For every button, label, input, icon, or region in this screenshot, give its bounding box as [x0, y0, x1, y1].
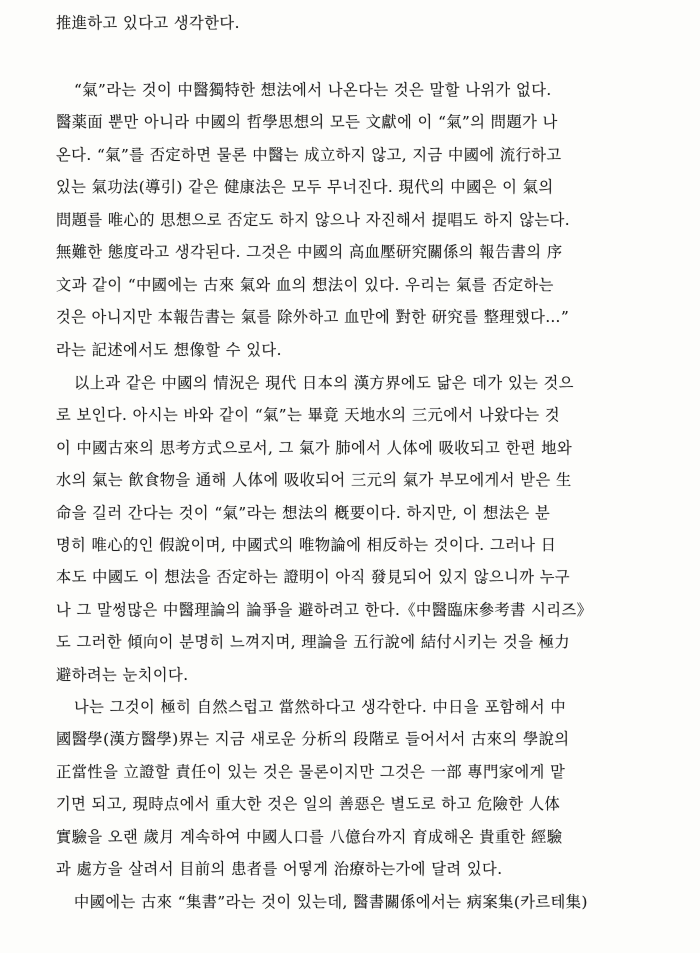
text-line: 이 中國古來의 思考方式으로서, 그 氣가 肺에서 人体에 吸收되고 한편 地와 — [56, 439, 573, 457]
text-line: 나 그 말썽많은 中醫理論의 論爭을 避하려고 한다.《中醫臨床參考書 시리즈》 — [56, 601, 593, 619]
text-line: 無難한 態度라고 생각된다. 그것은 中國의 高血壓研究關係의 報告書의 序 — [56, 243, 563, 261]
text-line: 것은 아니지만 本報告書는 氣를 除外하고 血만에 對한 研究를 整理했다…” — [56, 308, 570, 326]
text-line: 避하려는 눈치이다. — [56, 666, 189, 684]
text-line: 있는 氣功法(導引) 같은 健康法은 모두 무너진다. 現代의 中國은 이 氣의 — [56, 178, 554, 196]
text-line: 水의 氣는 飮食物을 通해 人体에 吸收되어 三元의 氣가 부모에게서 받은 生 — [56, 471, 572, 489]
text-line: 나는 그것이 極히 自然스럽고 當然하다고 생각한다. 中日을 포함해서 中 — [74, 698, 567, 716]
text-line: 國醫學(漢方醫學)界는 지금 새로운 分析의 段階로 들어서서 古來의 學說의 — [56, 730, 570, 748]
text-line: 實驗을 오랜 歲月 계속하여 中國人口를 八億台까지 育成해온 貴重한 經驗 — [56, 828, 563, 846]
text-line: 기면 되고, 現時点에서 重大한 것은 일의 善惡은 별도로 하고 危險한 人体 — [56, 795, 561, 813]
text-line: 명히 唯心的인 假說이며, 中國式의 唯物論에 相反하는 것이다. 그러나 日 — [56, 536, 557, 554]
text-line: 온다. “氣”를 否定하면 물론 中醫는 成立하지 않고, 지금 中國에 流行하고 — [56, 146, 562, 164]
text-line: 로 보인다. 아시는 바와 같이 “氣”는 畢竟 天地水의 三元에서 나왔다는 것 — [56, 406, 561, 424]
text-line: 問題를 唯心的 思想으로 否定도 하지 않으나 자진해서 提唱도 하지 않는다. — [56, 211, 571, 229]
text-line: 推進하고 있다고 생각한다. — [56, 14, 240, 32]
text-line: 라는 記述에서도 想像할 수 있다. — [56, 341, 282, 359]
text-line: 正當性을 立證할 責任이 있는 것은 물론이지만 그것은 一部 專門家에게 맡 — [56, 763, 566, 781]
text-line: “氣”라는 것이 中醫獨特한 想法에서 나온다는 것은 말할 나위가 없다. — [74, 81, 552, 99]
text-line: 文과 같이 “中國에는 古來 氣와 血의 想法이 있다. 우리는 氣를 否定하는 — [56, 276, 554, 294]
text-line: 以上과 같은 中國의 情況은 現代 日本의 漢方界에도 닮은 데가 있는 것으 — [74, 374, 574, 392]
text-line: 醫薬面 뿐만 아니라 中國의 哲學思想의 모든 文獻에 이 “氣”의 問題가 나 — [56, 113, 558, 131]
text-line: 과 處方을 살려서 目前의 患者를 어떻게 治療하는가에 달려 있다. — [56, 860, 503, 878]
text-line: 命을 길러 간다는 것이 “氣”라는 想法의 槪要이다. 하지만, 이 想法은 분 — [56, 504, 551, 522]
text-line: 本도 中國도 이 想法을 否定하는 證明이 아직 發見되어 있지 않으니까 누구 — [56, 568, 571, 586]
text-line: 도 그러한 傾向이 분명히 느껴지며, 理論을 五行說에 結付시키는 것을 極力 — [56, 633, 571, 651]
text-line: 中國에는 古來 “集書”라는 것이 있는데, 醫書關係에서는 病案集(카르테集) — [74, 893, 588, 911]
